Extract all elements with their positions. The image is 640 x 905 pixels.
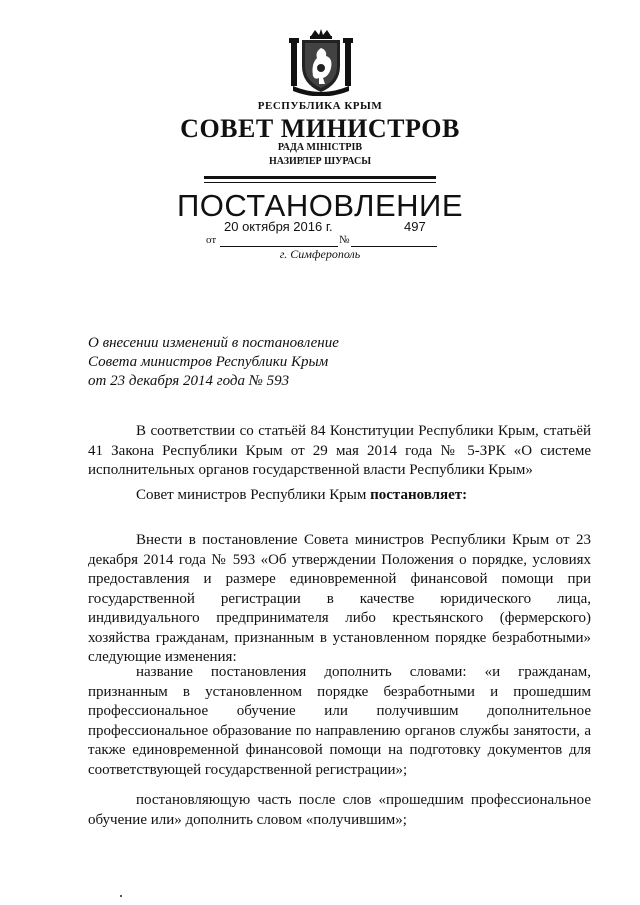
- amendment-operative-paragraph: постановляющую часть после слов «прошедшим профессиональное обучение или» дополнить словом «получившим»;: [88, 792, 591, 828]
- resolution-keyword: постановляет:: [370, 487, 468, 503]
- resolution-paragraph: [88, 486, 591, 506]
- subject-line: О внесении изменений в постановление: [88, 335, 339, 351]
- council-name-crimean-tatar: НАЗИРЛЕР ШУРАСЫ: [268, 156, 372, 167]
- number-label: №: [339, 234, 350, 246]
- amendment-title-paragraph: название постановления дополнить словами: «и гражданам, признанным в установленном порядке безработными и прошедшим профессиональное обучение или получившим дополнительное профессиональное образование по направлению органов службы занятости, а также единовременной финансовой помощи на подготовку документов для соответствующей государственной регистрации»;: [88, 664, 591, 778]
- decree-date: 20 октября 2016 г.: [224, 219, 333, 234]
- decree-date-number-row: [206, 219, 438, 249]
- subject-line: от 23 декабря 2014 года № 593: [88, 373, 290, 389]
- scan-speck: [120, 895, 122, 897]
- decree-subject: [88, 334, 408, 391]
- preamble-paragraph: В соответствии со статьёй 84 Конституции Республики Крым, статьёй 41 Закона Республики Крым от 29 мая 2014 года № 5-ЗРК «О системе исполнительных органов государственной власти Республики Крым»: [88, 423, 591, 478]
- header-divider-thick: [204, 176, 436, 179]
- crimea-coat-of-arms-icon: [289, 28, 353, 96]
- decree-city: г. Симферополь: [279, 247, 361, 261]
- date-from-label: от: [206, 234, 217, 246]
- council-name: СОВЕТ МИНИСТРОВ: [180, 114, 460, 143]
- council-name-ukrainian: РАДА МІНІСТРІВ: [277, 142, 363, 153]
- decree-number: 497: [404, 219, 426, 234]
- subject-line: Совета министров Республики Крым: [88, 354, 329, 370]
- header-divider-thin: [204, 182, 436, 183]
- resolution-text: Совет министров Республики Крым: [136, 487, 371, 503]
- amendment-intro-paragraph: Внести в постановление Совета министров Республики Крым от 23 декабря 2014 года № 593 «Об утверждении Положения о порядке, условиях предоставления и размере единовременной финансовой помощи при государственной регистрации в качестве юридического лица, индивидуального предпринимателя либо крестьянского (фермерского) хозяйства гражданам, признанным в установленном порядке безработными» следующие изменения:: [88, 532, 591, 665]
- republic-name: РЕСПУБЛИКА КРЫМ: [257, 100, 383, 112]
- decree-title: ПОСТАНОВЛЕНИЕ: [176, 188, 464, 223]
